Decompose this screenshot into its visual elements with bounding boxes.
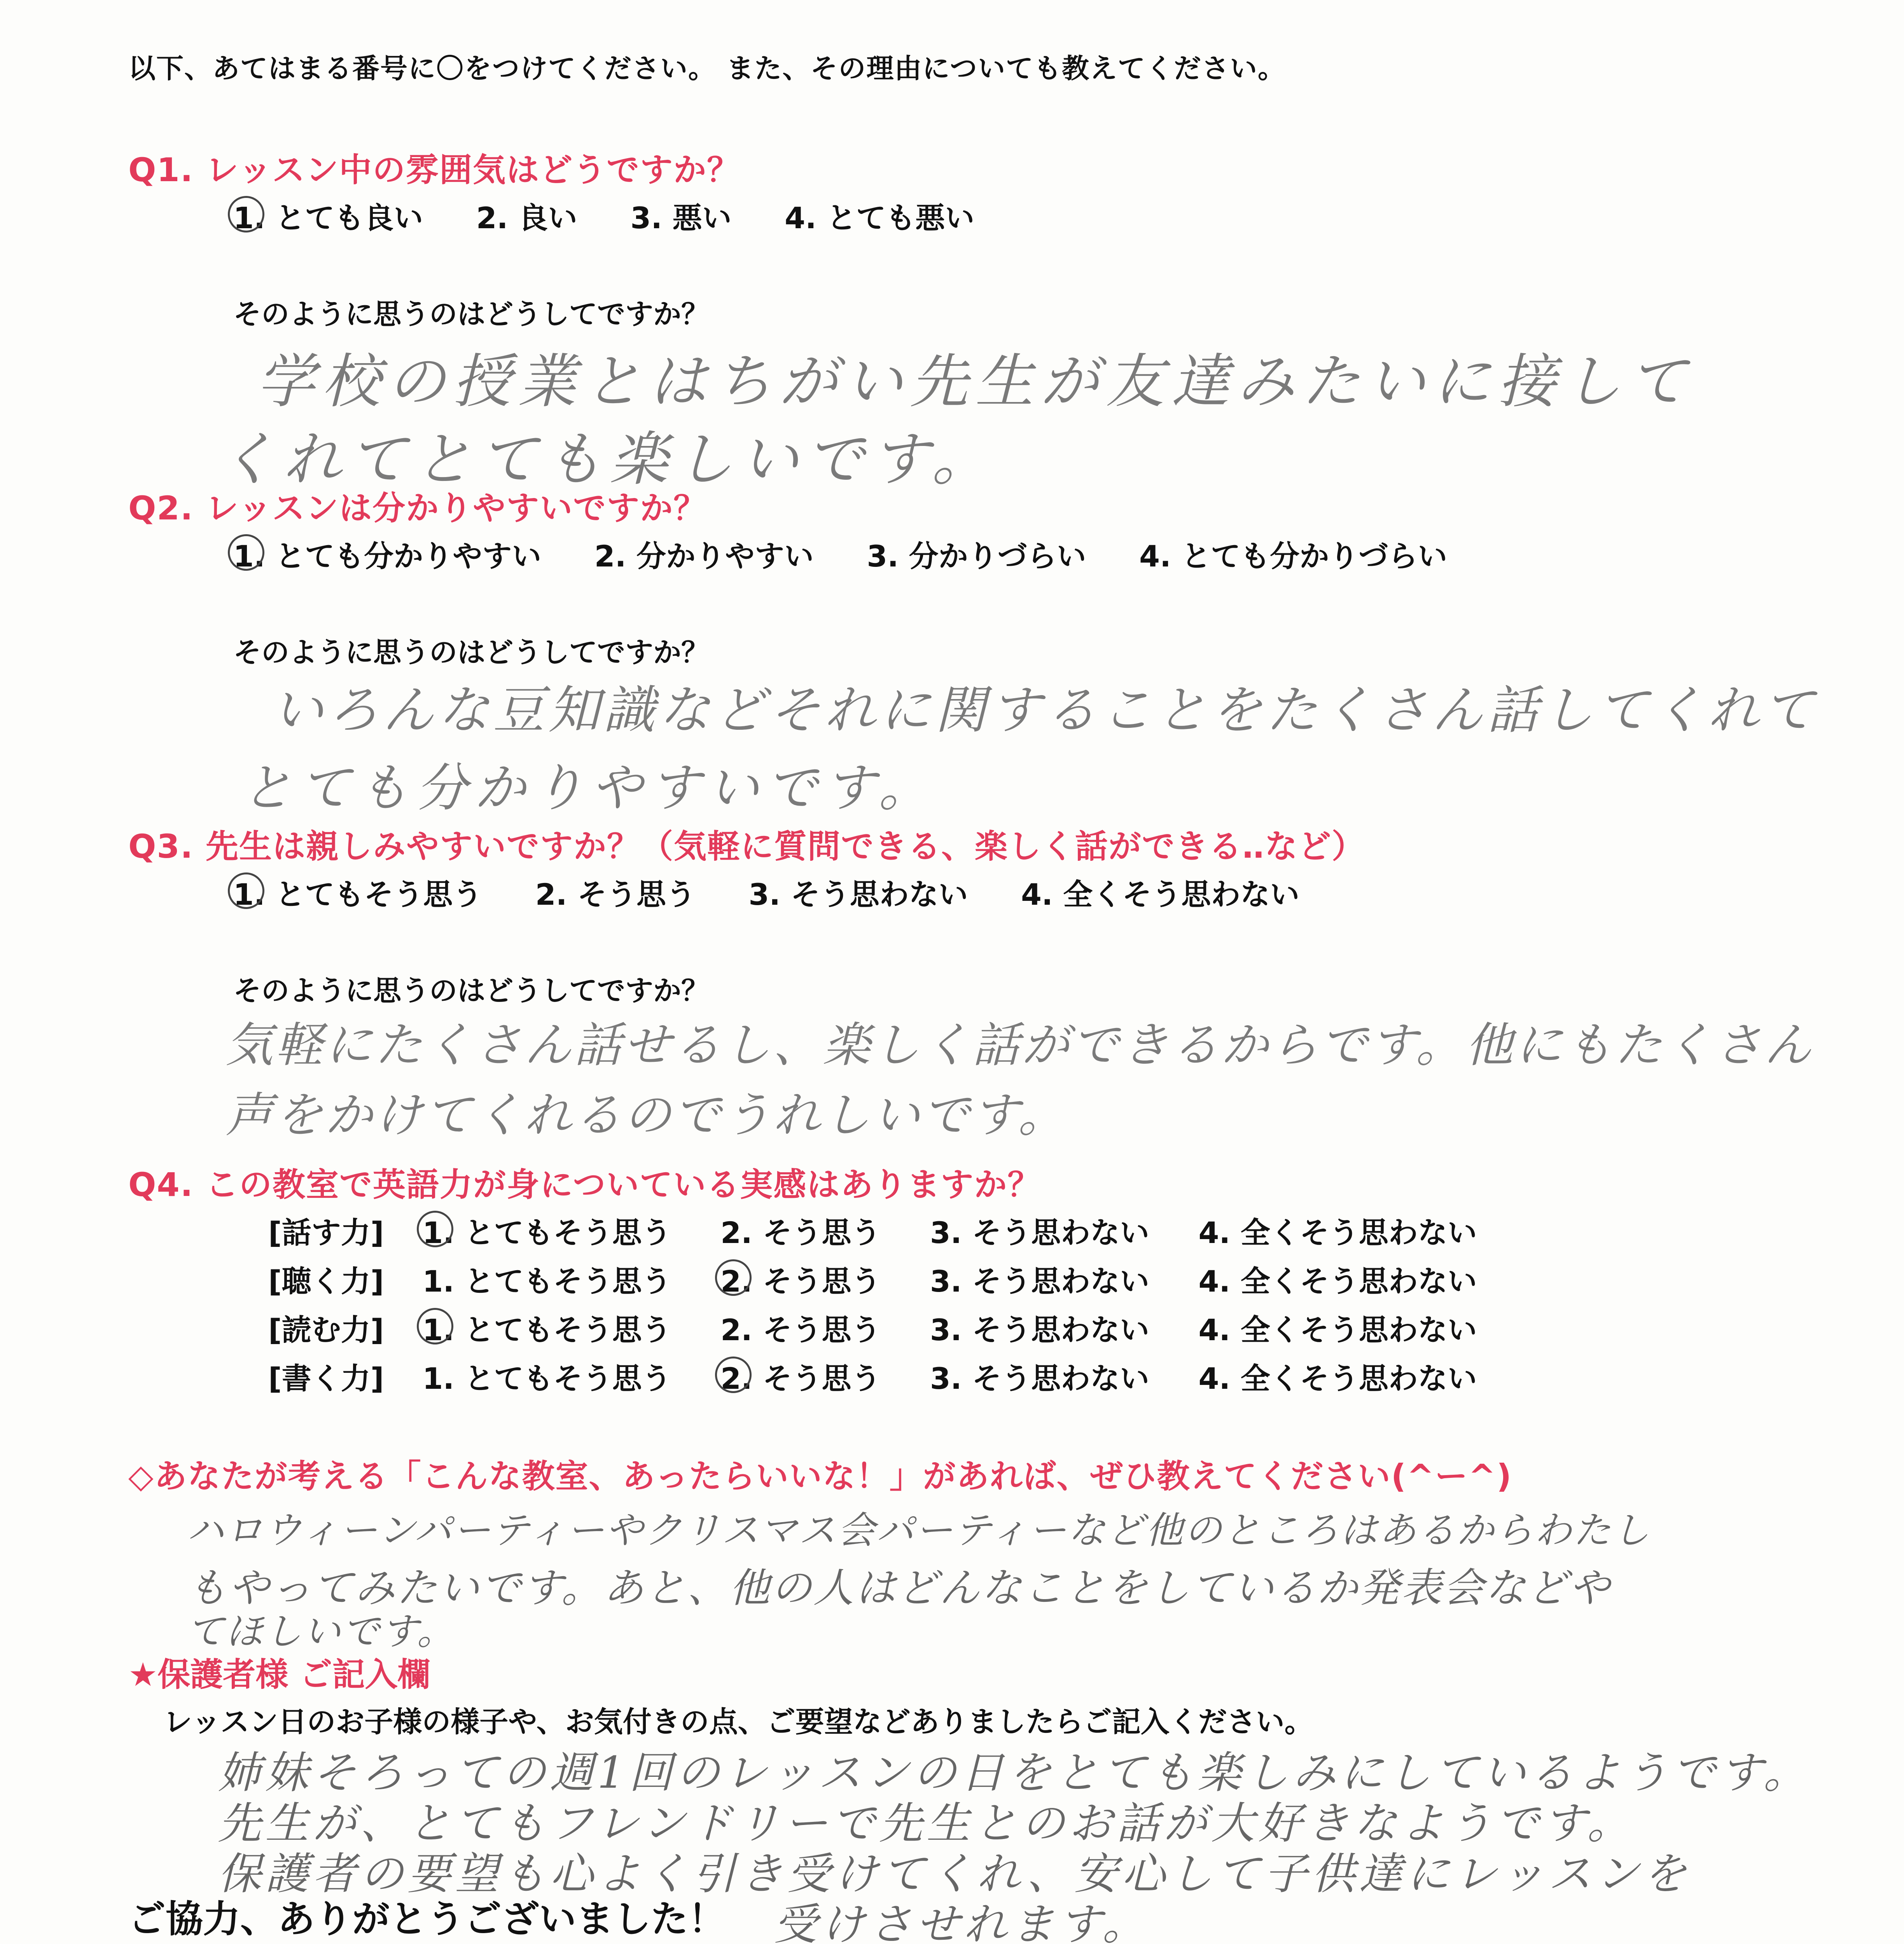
q3-option-1[interactable]: 1. とてもそう思う (233, 871, 482, 913)
thanks-text: ご協力、ありがとうございました！ (128, 1897, 726, 1941)
wish-answer-line-2: もやってみたいです。あと、他の人はどんなことをしているか発表会などや (187, 1564, 1611, 1612)
q4-speaking-option-3[interactable]: 3. そう思わない (930, 1215, 1150, 1250)
q3-options (233, 871, 1342, 913)
q3-reason-prompt: そのように思うのはどうしてですか？ (233, 974, 710, 1007)
parent-answer-line-4: 受けさせれます。 (774, 1899, 1150, 1944)
wish-title: ◇あなたが考える「こんな教室、あったらいいな！」があれば、ぜひ教えてください(^ー^) (128, 1457, 1512, 1495)
q4-listening-option-3[interactable]: 3. そう思わない (930, 1264, 1150, 1299)
q4-writing-option-1[interactable]: 1. とてもそう思う (422, 1361, 671, 1396)
q3-option-3[interactable]: 3. そう思わない (748, 877, 968, 912)
q2-title: Q2. レッスンは分かりやすいですか？ (128, 489, 707, 527)
q4-reading-option-3[interactable]: 3. そう思わない (930, 1313, 1150, 1347)
q1-answer-line-1: 学校の授業とはちがい先生が友達みたいに接して (257, 348, 1694, 416)
q4-reading-option-1[interactable]: 1. とてもそう思う (422, 1306, 671, 1349)
q2-options (233, 533, 1490, 575)
parent-answer-line-3: 保護者の要望も心よく引き受けてくれ、安心して子供達にレッスンを (218, 1849, 1691, 1899)
q2-option-1[interactable]: 1. とても分かりやすい (233, 533, 541, 575)
q1-reason-prompt: そのように思うのはどうしてですか？ (233, 298, 710, 330)
q2-option-4[interactable]: 4. とても分かりづらい (1139, 539, 1448, 573)
q2-reason-prompt: そのように思うのはどうしてですか？ (233, 636, 710, 669)
q3-option-4[interactable]: 4. 全くそう思わない (1021, 877, 1300, 912)
q1-option-1[interactable]: 1. とても良い (233, 194, 423, 237)
q4-row-listening (268, 1258, 1516, 1300)
q1-options (233, 194, 1017, 237)
parent-prompt: レッスン日のお子様の様子や、お気付きの点、ご要望などありましたらご記入ください。 (163, 1705, 1313, 1739)
q4-reading-option-2[interactable]: 2. そう思う (720, 1313, 881, 1347)
q1-answer-line-2: くれてとても楽しいです。 (218, 426, 997, 493)
wish-answer-line-3: てほしいです。 (187, 1610, 456, 1653)
q4-writing-option-2[interactable]: 2. そう思う (720, 1355, 881, 1397)
q3-answer-line-2: 声をかけてくれるのでうれしいです。 (226, 1087, 1068, 1143)
q4-row-speaking (268, 1209, 1516, 1252)
q1-option-2[interactable]: 2. 良い (476, 201, 577, 235)
q4-row-label: [聴く力] (268, 1264, 384, 1299)
intro-text: 以下、あてはまる番号に〇をつけてください。 また、その理由についても教えてください。 (128, 52, 1286, 84)
q2-answer-line-1: いろんな豆知識などそれに関することをたくさん話してくれて (272, 680, 1818, 740)
q4-row-label: [話す力] (268, 1215, 384, 1250)
q4-row-reading (268, 1306, 1516, 1349)
parent-section-title: ★保護者様 ご記入欄 (128, 1656, 430, 1694)
q4-speaking-option-4[interactable]: 4. 全くそう思わない (1198, 1215, 1477, 1250)
q2-option-3[interactable]: 3. 分かりづらい (867, 539, 1086, 573)
q4-title: Q4. この教室で英語力が身についている実感はありますか？ (128, 1166, 1041, 1204)
q3-option-2[interactable]: 2. そう思う (535, 877, 696, 912)
q4-writing-option-4[interactable]: 4. 全くそう思わない (1198, 1361, 1477, 1396)
q4-listening-option-1[interactable]: 1. とてもそう思う (422, 1264, 671, 1299)
q4-reading-option-4[interactable]: 4. 全くそう思わない (1198, 1313, 1477, 1347)
q4-speaking-option-2[interactable]: 2. そう思う (720, 1215, 881, 1250)
q4-writing-option-3[interactable]: 3. そう思わない (930, 1361, 1150, 1396)
q4-listening-option-4[interactable]: 4. 全くそう思わない (1198, 1264, 1477, 1299)
wish-answer-line-1: ハロウィーンパーティーやクリスマス会パーティーなど他のところはあるからわたし (187, 1509, 1651, 1552)
q1-option-3[interactable]: 3. 悪い (630, 201, 732, 235)
q3-answer-line-1: 気軽にたくさん話せるし、楽しく話ができるからです。他にもたくさん (226, 1017, 1814, 1073)
q4-row-writing (268, 1355, 1516, 1397)
q4-listening-option-2[interactable]: 2. そう思う (720, 1258, 881, 1300)
q4-speaking-option-1[interactable]: 1. とてもそう思う (422, 1209, 671, 1252)
q2-option-2[interactable]: 2. 分かりやすい (594, 539, 814, 573)
parent-answer-line-1: 姉妹そろっての週1回のレッスンの日をとても楽しみにしているようです。 (218, 1748, 1811, 1798)
q4-row-label: [書く力] (268, 1361, 384, 1396)
parent-answer-line-2: 先生が、とてもフレンドリーで先生とのお話が大好きなようです。 (218, 1798, 1635, 1849)
q4-row-label: [読む力] (268, 1313, 384, 1347)
q1-option-4[interactable]: 4. とても悪い (785, 201, 975, 235)
q3-title: Q3. 先生は親しみやすいですか？（気軽に質問できる、楽しく話ができる‥など） (128, 827, 1365, 865)
q1-title: Q1. レッスン中の雰囲気はどうですか？ (128, 151, 741, 189)
q2-answer-line-2: とても分かりやすいです。 (241, 758, 937, 818)
